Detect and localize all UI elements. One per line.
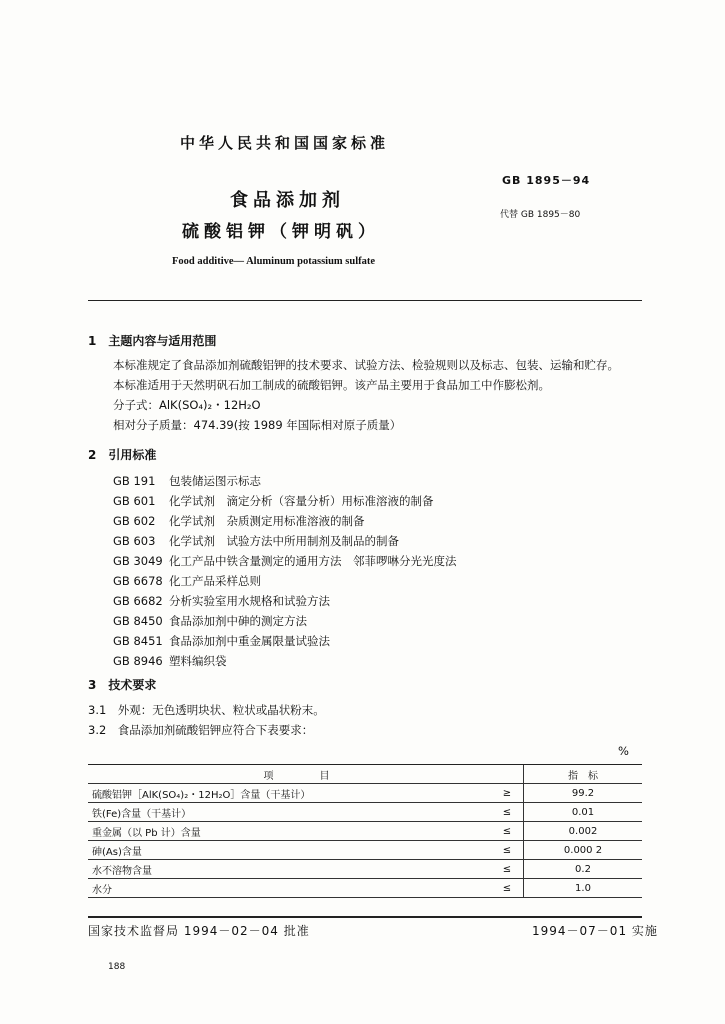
- table-unit: %: [618, 744, 629, 758]
- value-cell: 1.0: [524, 879, 643, 898]
- value-cell: 0.002: [524, 822, 643, 841]
- reference-title: 化学试剂 杂质测定用标准溶液的制备: [169, 514, 365, 528]
- reference-item: [113, 551, 457, 571]
- section-1-para-2: 本标准适用于天然明矾石加工制成的硫酸铝钾。该产品主要用于食品加工中作膨松剂。: [113, 378, 550, 392]
- header-value: 指 标: [524, 765, 643, 784]
- standard-code: GB 1895－94: [502, 174, 591, 187]
- reference-code: GB 6678: [113, 574, 163, 588]
- value-cell: 0.2: [524, 860, 643, 879]
- item-cell: 重金属（以 Pb 计）含量: [88, 822, 491, 841]
- reference-code: GB 8451: [113, 634, 163, 648]
- section-2-heading: 2 引用标准: [88, 448, 157, 462]
- relation-cell: ≤: [491, 860, 524, 879]
- molecular-formula: 分子式：AlK(SO₄)₂・12H₂O: [113, 398, 261, 412]
- reference-item: [113, 651, 457, 671]
- table-row: [88, 803, 642, 822]
- reference-title: 化学试剂 滴定分析（容量分析）用标准溶液的制备: [169, 494, 434, 508]
- reference-title: 塑料编织袋: [169, 654, 227, 668]
- reference-item: [113, 471, 457, 491]
- reference-code: GB 6682: [113, 594, 163, 608]
- section-3-heading: 3 技术要求: [88, 678, 157, 692]
- table-row: [88, 784, 642, 803]
- spec-table: [88, 764, 642, 898]
- reference-item: [113, 491, 457, 511]
- reference-title: 化工产品中铁含量测定的通用方法 邻菲啰啉分光光度法: [169, 554, 457, 568]
- replaces-code: 代替 GB 1895－80: [500, 210, 581, 220]
- item-cell: 水分: [88, 879, 491, 898]
- reference-code: GB 602: [113, 514, 156, 528]
- reference-code: GB 601: [113, 494, 156, 508]
- reference-item: [113, 511, 457, 531]
- reference-item: [113, 531, 457, 551]
- doc-title-line1: 食品添加剂: [230, 190, 345, 211]
- clause-3-1: 3.1 外观：无色透明块状、粒状或晶状粉末。: [88, 703, 325, 717]
- reference-list: [113, 471, 457, 671]
- relation-cell: ≤: [491, 803, 524, 822]
- relation-cell: ≥: [491, 784, 524, 803]
- reference-code: GB 8946: [113, 654, 163, 668]
- reference-title: 分析实验室用水规格和试验方法: [169, 594, 330, 608]
- reference-code: GB 8450: [113, 614, 163, 628]
- reference-item: [113, 631, 457, 651]
- reference-title: 食品添加剂中砷的测定方法: [169, 614, 307, 628]
- reference-code: GB 191: [113, 474, 156, 488]
- english-title: Food additive— Aluminum potassium sulfate: [172, 256, 376, 267]
- clause-3-2: 3.2 食品添加剂硫酸铝钾应符合下表要求：: [88, 723, 314, 737]
- header-item: 项 目: [88, 765, 524, 784]
- item-cell: 铁(Fe)含量（干基计）: [88, 803, 491, 822]
- reference-title: 化工产品采样总则: [169, 574, 261, 588]
- doc-title-line2: 硫酸铝钾（钾明矾）: [182, 222, 380, 242]
- section-1-heading: 1 主题内容与适用范围: [88, 334, 217, 348]
- reference-title: 化学试剂 试验方法中所用制剂及制品的制备: [169, 534, 399, 548]
- item-cell: 硫酸铝钾［AlK(SO₄)₂・12H₂O］含量（干基计）: [88, 784, 491, 803]
- relation-cell: ≤: [491, 822, 524, 841]
- standard-org-title: 中华人民共和国国家标准: [180, 134, 390, 152]
- reference-title: 食品添加剂中重金属限量试验法: [169, 634, 330, 648]
- reference-code: GB 603: [113, 534, 156, 548]
- reference-item: [113, 571, 457, 591]
- footer-divider: [88, 916, 642, 918]
- reference-item: [113, 591, 457, 611]
- section-1-para-1: 本标准规定了食品添加剂硫酸铝钾的技术要求、试验方法、检验规则以及标志、包装、运输和贮存。: [113, 358, 619, 372]
- reference-code: GB 3049: [113, 554, 163, 568]
- table-header-row: [88, 765, 642, 784]
- relation-cell: ≤: [491, 841, 524, 860]
- reference-title: 包装储运图示标志: [169, 474, 261, 488]
- reference-item: [113, 611, 457, 631]
- approval-line: 国家技术监督局 1994－02－04 批准: [88, 924, 310, 938]
- value-cell: 0.01: [524, 803, 643, 822]
- effective-line: 1994－07－01 实施: [532, 924, 658, 938]
- item-cell: 水不溶物含量: [88, 860, 491, 879]
- table-row: [88, 879, 642, 898]
- item-cell: 砷(As)含量: [88, 841, 491, 860]
- molecular-mass: 相对分子质量：474.39(按 1989 年国际相对原子质量）: [113, 418, 402, 432]
- value-cell: 0.000 2: [524, 841, 643, 860]
- value-cell: 99.2: [524, 784, 643, 803]
- table-row: [88, 860, 642, 879]
- relation-cell: ≤: [491, 879, 524, 898]
- page-number: 188: [108, 962, 126, 972]
- table-row: [88, 841, 642, 860]
- header-divider: [88, 300, 642, 301]
- table-row: [88, 822, 642, 841]
